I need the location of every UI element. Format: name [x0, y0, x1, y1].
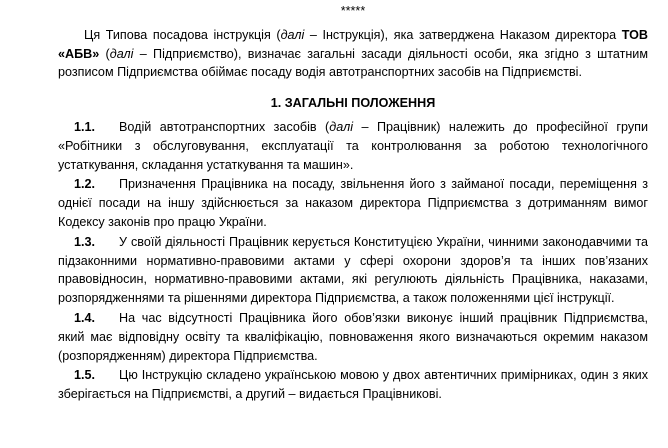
separator-stars: ***** [340, 4, 366, 18]
clause-number: 1.5. [74, 368, 96, 383]
clause-1-5 [58, 366, 648, 404]
intro-paragraph [58, 26, 648, 82]
clause-number: 1.1. [74, 119, 96, 134]
intro-text-4: – Підприємство), визначає загальні засади діяльності особи, яка згідно з штатним розписом Підприємства обіймає посаду водія автотранспортних засобів на Підприємстві. [58, 46, 648, 80]
clause-italic: далі [329, 119, 353, 134]
intro-italic-1: далі [280, 27, 305, 42]
section-title: 1. ЗАГАЛЬНІ ПОЛОЖЕННЯ [270, 96, 436, 111]
clause-1-1 [58, 118, 648, 174]
intro-text-1: Ця Типова посадова інструкція ( [84, 27, 281, 42]
clause-number: 1.3. [74, 234, 96, 249]
intro-text-3: ( [99, 46, 110, 61]
intro-italic-2: далі [109, 46, 134, 61]
company-name: ТОВ «АБВ» [58, 27, 648, 61]
clause-1-2 [58, 175, 648, 231]
clause-1-4 [58, 309, 648, 365]
clause-number: 1.2. [74, 177, 96, 192]
clause-text: Цю Інструкцію складено українською мовою у двох автентичних примірниках, один з яких зберігається на Підприємстві, а другий – видається Працівникові. [58, 368, 648, 402]
intro-text-2: – Інструкція), яка затверджена Наказом директора [304, 27, 622, 42]
clause-text: Призначення Працівника на посаду, звільнення його з займаної посади, переміщення з однієї посади на іншу здійснюється за наказом директора Підприємства з дотриманням вимог Кодексу законів про працю України. [58, 177, 648, 229]
clause-text: Водій автотранспортних засобів ( [119, 119, 330, 134]
clause-text: – Працівник) належить до професійної групи «Робітники з обслуговування, експлуатації та контролювання за роботою технологічного устаткування, складання устаткування та машин». [58, 119, 649, 172]
clause-1-3 [58, 233, 648, 308]
clause-number: 1.4. [74, 310, 96, 325]
clause-text: У своїй діяльності Працівник керується Конституцією України, чинними законодавчими та підзаконними нормативно-правовими актами у сфері охорони здоров’я та інших пов’язаних правовідносин, нормативно-правовими актами, які регулюють діяльність Працівника, наказами, розпорядженнями та рішеннями директора Підприємства, а також положеннями цієї інструкції. [58, 234, 648, 306]
clause-text: На час відсутності Працівника його обов’язки виконує інший працівник Підприємства, який має відповідну освіту та кваліфікацію, повноваження якого визначаються окремим наказом (розпорядженням) директора Підприємства. [58, 310, 648, 363]
